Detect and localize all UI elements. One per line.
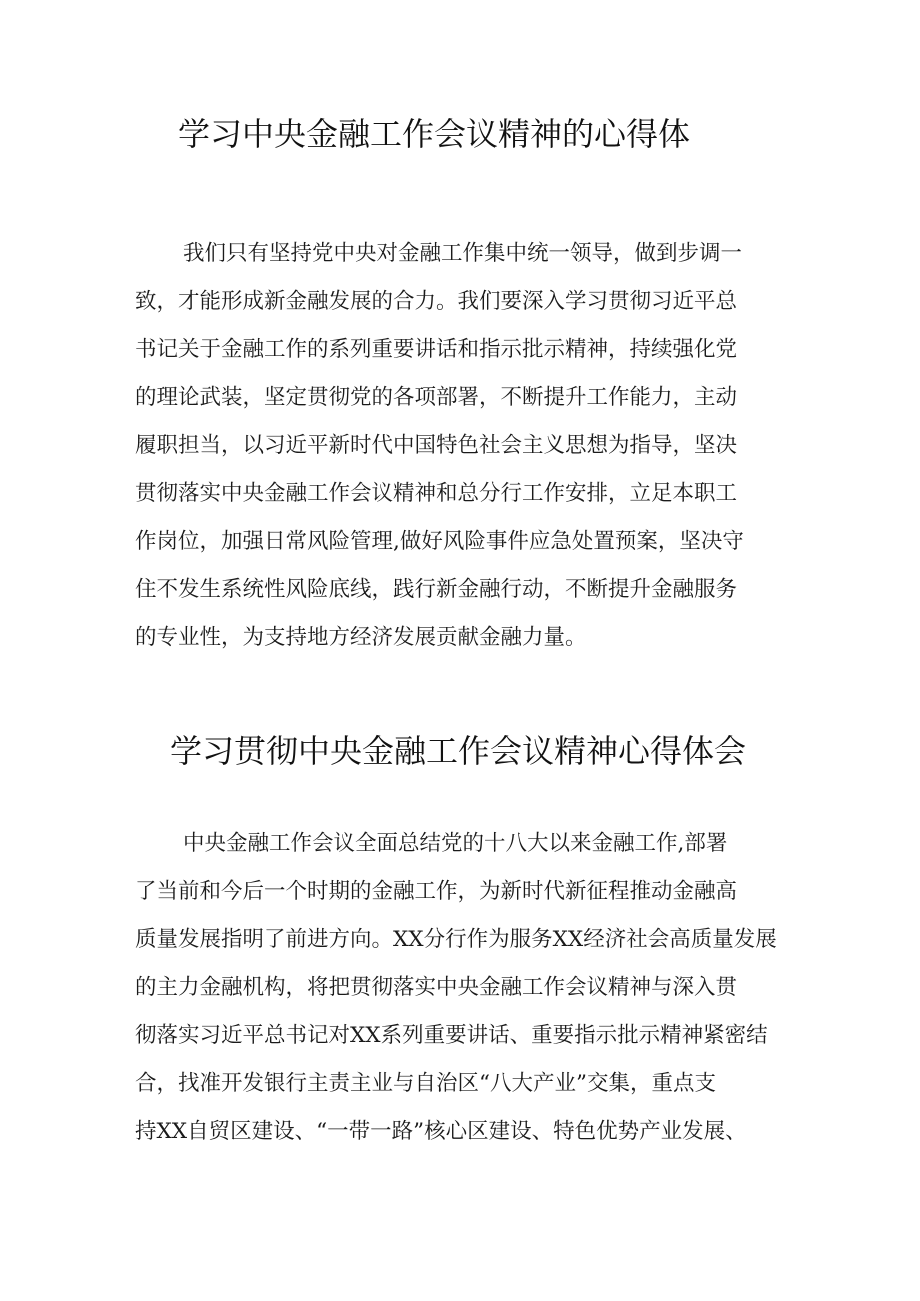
paragraph-line: 彻落实习近平总书记对XX系列重要讲话、重要指示批示精神紧密结 xyxy=(135,1023,768,1048)
paragraph-line: 致，才能形成新金融发展的合力。我们要深入学习贯彻习近平总 xyxy=(135,289,738,314)
paragraph-line: 作岗位，加强日常风险管理,做好风险事件应急处置预案，坚决守 xyxy=(135,529,744,554)
paragraph-line: 书记关于金融工作的系列重要讲话和指示批示精神，持续强化党 xyxy=(135,337,738,362)
paragraph-line: 的主力金融机构，将把贯彻落实中央金融工作会议精神与深入贯 xyxy=(135,975,738,1000)
paragraph-line: 的专业性，为支持地方经济发展贡献金融力量。 xyxy=(135,625,587,650)
section-1-paragraph xyxy=(135,230,800,662)
paragraph-line: 持XX自贸区建设、“一带一路”核心区建设、特色优势产业发展、 xyxy=(135,1119,747,1144)
paragraph-line: 贯彻落实中央金融工作会议精神和总分行工作安排，立足本职工 xyxy=(135,481,738,506)
paragraph-line: 的理论武装，坚定贯彻党的各项部署，不断提升工作能力，主动 xyxy=(135,385,738,410)
section-1-title: 学习中央金融工作会议精神的心得体 xyxy=(178,115,691,153)
section-2-title: 学习贯彻中央金融工作会议精神心得体会 xyxy=(170,732,747,770)
paragraph-line: 合，找准开发银行主责主业与自治区“八大产业”交集，重点支 xyxy=(135,1071,716,1096)
paragraph-line: 住不发生系统性风险底线，践行新金融行动，不断提升金融服务 xyxy=(135,577,738,602)
paragraph-line: 我们只有坚持党中央对金融工作集中统一领导，做到步调一 xyxy=(183,241,743,266)
paragraph-line: 质量发展指明了前进方向。XX分行作为服务XX经济社会高质量发展 xyxy=(135,927,777,952)
paragraph-line: 履职担当，以习近平新时代中国特色社会主义思想为指导，坚决 xyxy=(135,433,738,458)
section-2-paragraph xyxy=(135,820,800,1156)
paragraph-line: 了当前和今后一个时期的金融工作，为新时代新征程推动金融高 xyxy=(135,879,738,904)
paragraph-line: 中央金融工作会议全面总结党的十八大以来金融工作,部署 xyxy=(183,831,728,856)
